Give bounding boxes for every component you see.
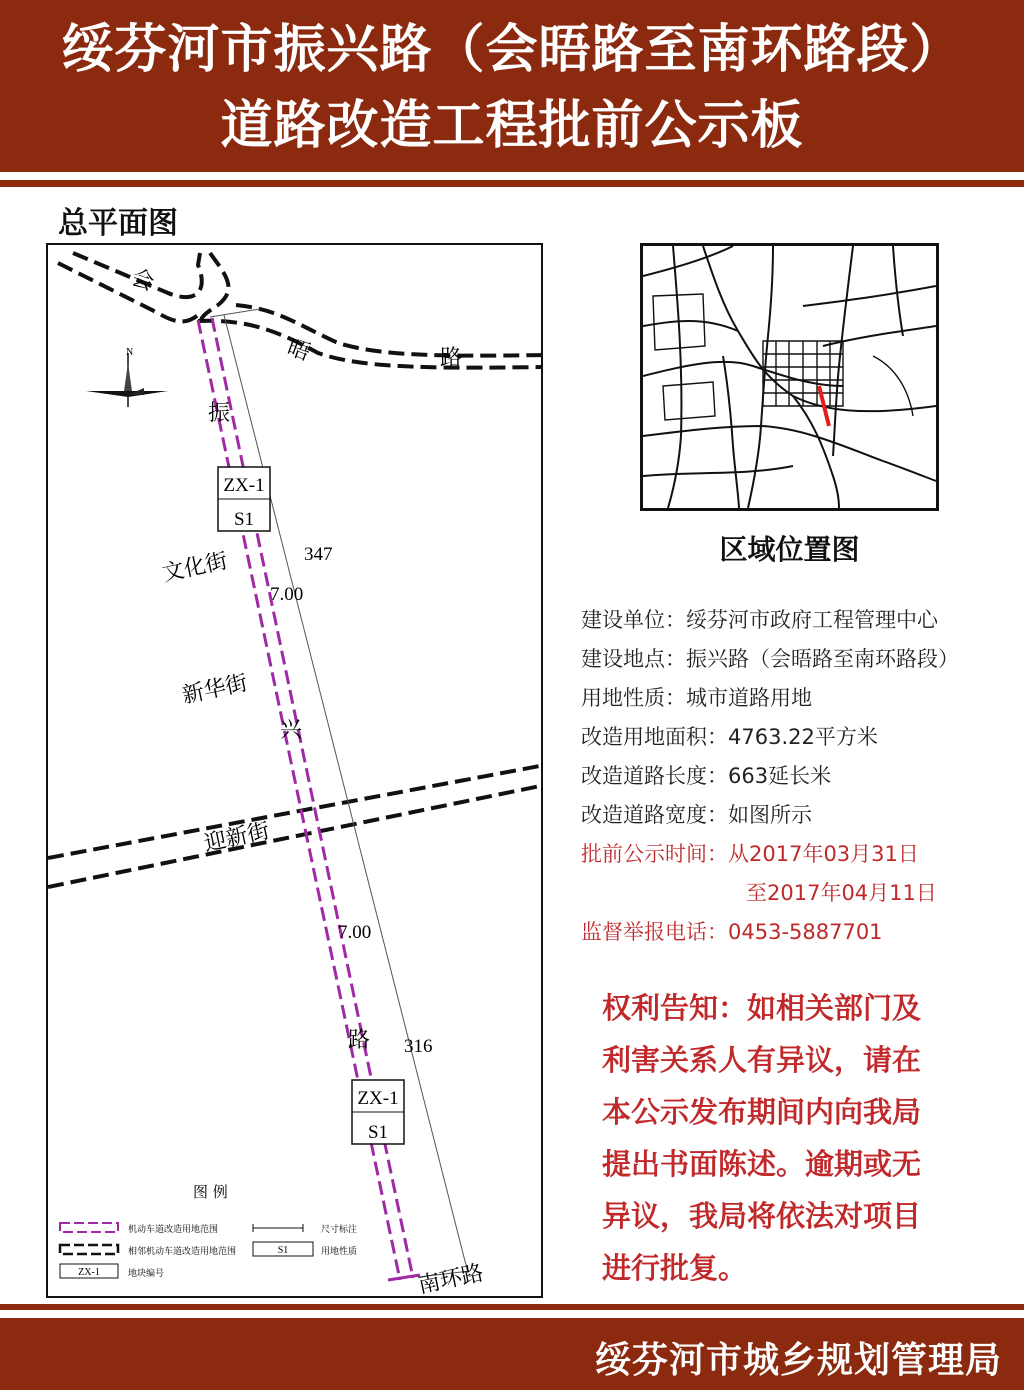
notice-line: 异议，我局将依法对项目: [602, 1199, 922, 1233]
label-wenhua: 文化街: [160, 548, 230, 587]
huiwu-road-main-upper: [236, 305, 543, 356]
location-map: [640, 243, 939, 511]
legend-item-landuse: 用地性质: [321, 1247, 358, 1257]
label-xinhua: 新华街: [180, 670, 250, 709]
legend-item-dimension: 尺寸标注: [321, 1225, 358, 1235]
info-length: [581, 760, 1011, 799]
label-huiwu-1: 会: [127, 265, 158, 297]
label-huiwu-2: 晤: [283, 335, 314, 367]
label-yingxin: 迎新街: [202, 818, 272, 857]
label-lu: 路: [348, 1028, 371, 1053]
info-label: 建设地点：: [581, 647, 686, 671]
length-lower-label: 316: [404, 1036, 433, 1057]
issuing-organization: 绥芬河市城乡规划管理局: [594, 1340, 1002, 1381]
north-arrow-icon: [86, 347, 168, 407]
info-value: 4763.22平方米: [728, 725, 878, 749]
dimension-tick-top: [210, 309, 260, 317]
location-map-drawing: [643, 246, 936, 508]
info-value: 振兴路（会晤路至南环路段）: [686, 647, 959, 671]
info-period-end: [581, 877, 1011, 916]
info-value: 至2017年04月11日: [746, 881, 937, 905]
info-label: 改造道路宽度：: [581, 803, 728, 827]
nanhuan-road-end-cap: [388, 1275, 420, 1280]
info-value: 从2017年03月31日: [728, 842, 919, 866]
title-line-2: 道路改造工程批前公示板: [220, 96, 804, 156]
parcel-code: ZX-1: [223, 475, 265, 496]
dimension-line: [224, 315, 468, 1273]
info-width: [581, 799, 1011, 838]
header-divider: [0, 180, 1024, 187]
width-upper-label: 7.00: [270, 584, 304, 605]
info-value: 如图所示: [728, 803, 812, 827]
notice-line: 进行批复。: [602, 1251, 748, 1285]
notice-line: 权利告知：如相关部门及: [602, 991, 922, 1025]
info-phone: [581, 916, 1011, 955]
plan-section-title: 总平面图: [58, 206, 178, 241]
info-landuse: [581, 682, 1011, 721]
legend-item-parcel: 地块编号: [128, 1269, 165, 1279]
info-label: 用地性质：: [581, 686, 686, 710]
width-lower-label: 7.00: [338, 922, 372, 943]
info-label: 改造用地面积：: [581, 725, 728, 749]
huiwu-road-main-lower: [198, 321, 543, 368]
site-plan-drawing: [48, 245, 543, 1298]
parcel-block-lower: [352, 1080, 404, 1144]
label-huiwu-3: 路: [440, 346, 463, 371]
yingxin-street-line-bottom: [48, 785, 543, 887]
info-label: 批前公示时间：: [581, 842, 728, 866]
rights-notice: [602, 982, 982, 1294]
legend-sample-code: ZX-1: [78, 1267, 100, 1278]
legend-item-corridor: 机动车道改造用地范围: [128, 1225, 219, 1235]
label-zhen: 振: [208, 401, 231, 426]
notice-line: 本公示发布期间内向我局: [602, 1095, 922, 1129]
notice-line: 提出书面陈述。逾期或无: [602, 1147, 922, 1181]
location-map-caption: 区域位置图: [719, 533, 860, 566]
site-plan-map: [46, 243, 543, 1298]
legend-item-adjacent: 相邻机动车道改造用地范围: [128, 1247, 237, 1257]
info-value: 663延长米: [728, 764, 832, 788]
legend-sample-use: S1: [277, 1245, 289, 1256]
north-label: N: [126, 347, 134, 358]
length-upper-label: 347: [304, 544, 333, 565]
info-label: 改造道路长度：: [581, 764, 728, 788]
legend-title: 图 例: [193, 1183, 228, 1201]
header-banner: [0, 0, 1024, 172]
info-label: 监督举报电话：: [581, 920, 728, 944]
parcel-use: S1: [233, 509, 255, 530]
legend: [60, 1183, 357, 1279]
parcel-use: S1: [367, 1122, 389, 1143]
info-value: 城市道路用地: [686, 686, 812, 710]
info-period: [581, 838, 1011, 877]
footer-divider: [0, 1304, 1024, 1310]
huiwu-road-line-lower: [58, 263, 198, 322]
label-nanhuan: 南环路: [416, 1260, 486, 1299]
info-builder: [581, 604, 1011, 643]
parcel-block-upper: [218, 467, 270, 531]
project-info: [581, 604, 1011, 955]
label-xing: 兴: [280, 718, 303, 743]
footer-banner: [0, 1318, 1024, 1390]
title-line-1: 绥芬河市振兴路（会晤路至南环路段）: [61, 20, 963, 80]
parcel-code: ZX-1: [357, 1088, 399, 1109]
info-area: [581, 721, 1011, 760]
info-label: 建设单位：: [581, 608, 686, 632]
notice-line: 利害关系人有异议，请在: [602, 1043, 922, 1077]
info-value: 0453-5887701: [728, 920, 883, 944]
info-site: [581, 643, 1011, 682]
info-value: 绥芬河市政府工程管理中心: [686, 608, 938, 632]
